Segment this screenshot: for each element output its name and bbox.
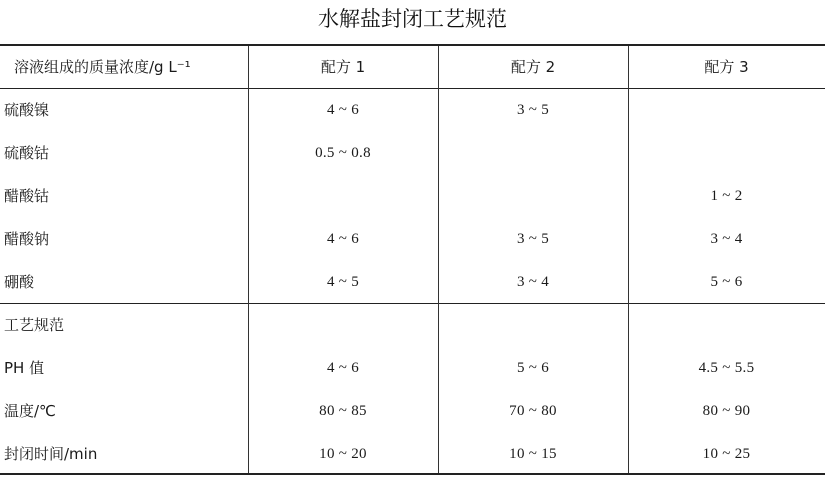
header-formula-3: 配方 3	[704, 58, 749, 76]
formula-3-value	[628, 95, 825, 125]
formula-1-value: 80 ~ 85	[319, 403, 367, 419]
formula-3-value	[628, 138, 825, 168]
formula-3-value: 80 ~ 90	[702, 403, 751, 419]
header-rule	[0, 88, 825, 89]
formula-2-value: 5 ~ 6	[516, 360, 550, 376]
header-formula-1: 配方 1	[320, 58, 366, 76]
formula-1-value: 4 ~ 6	[326, 231, 360, 247]
formula-2-value	[438, 138, 628, 168]
formula-2-value: 3 ~ 5	[516, 231, 550, 247]
formula-1-value: 0.5 ~ 0.8	[315, 145, 371, 161]
row-label: 醋酸钴	[4, 187, 50, 205]
formula-3-value: 3 ~ 4	[710, 231, 743, 247]
formula-1-value: 10 ~ 20	[319, 446, 367, 462]
row-label: 醋酸钠	[4, 230, 50, 248]
formula-1-value: 4 ~ 5	[326, 274, 360, 290]
row-label: 硫酸镍	[4, 101, 50, 119]
formula-2-value	[438, 181, 628, 211]
header-composition-label: 溶液组成的质量浓度/g L⁻¹	[14, 58, 191, 76]
formula-2-value: 10 ~ 15	[509, 446, 557, 462]
top-rule	[0, 44, 825, 46]
section-label: 工艺规范	[4, 316, 65, 334]
header-formula-2: 配方 2	[510, 58, 556, 76]
section-rule	[0, 303, 825, 304]
formula-2-value: 3 ~ 5	[516, 102, 550, 118]
row-label: 硫酸钴	[4, 144, 50, 162]
formula-2-value: 70 ~ 80	[509, 403, 557, 419]
formula-2-value: 3 ~ 4	[516, 274, 550, 290]
formula-3-value: 1 ~ 2	[710, 188, 743, 204]
row-label: PH 值	[4, 359, 45, 377]
formula-1-value: 4 ~ 6	[326, 360, 360, 376]
row-label: 封闭时间/min	[4, 445, 98, 463]
formula-1-value: 4 ~ 6	[326, 102, 360, 118]
formula-1-value	[248, 181, 438, 211]
formula-3-value: 5 ~ 6	[710, 274, 743, 290]
formula-3-value: 4.5 ~ 5.5	[698, 360, 755, 376]
table-title: 水解盐封闭工艺规范	[318, 7, 507, 31]
row-label: 硼酸	[4, 273, 35, 291]
formula-3-value: 10 ~ 25	[702, 446, 751, 462]
row-label: 温度/℃	[4, 402, 56, 420]
bottom-rule	[0, 473, 825, 475]
